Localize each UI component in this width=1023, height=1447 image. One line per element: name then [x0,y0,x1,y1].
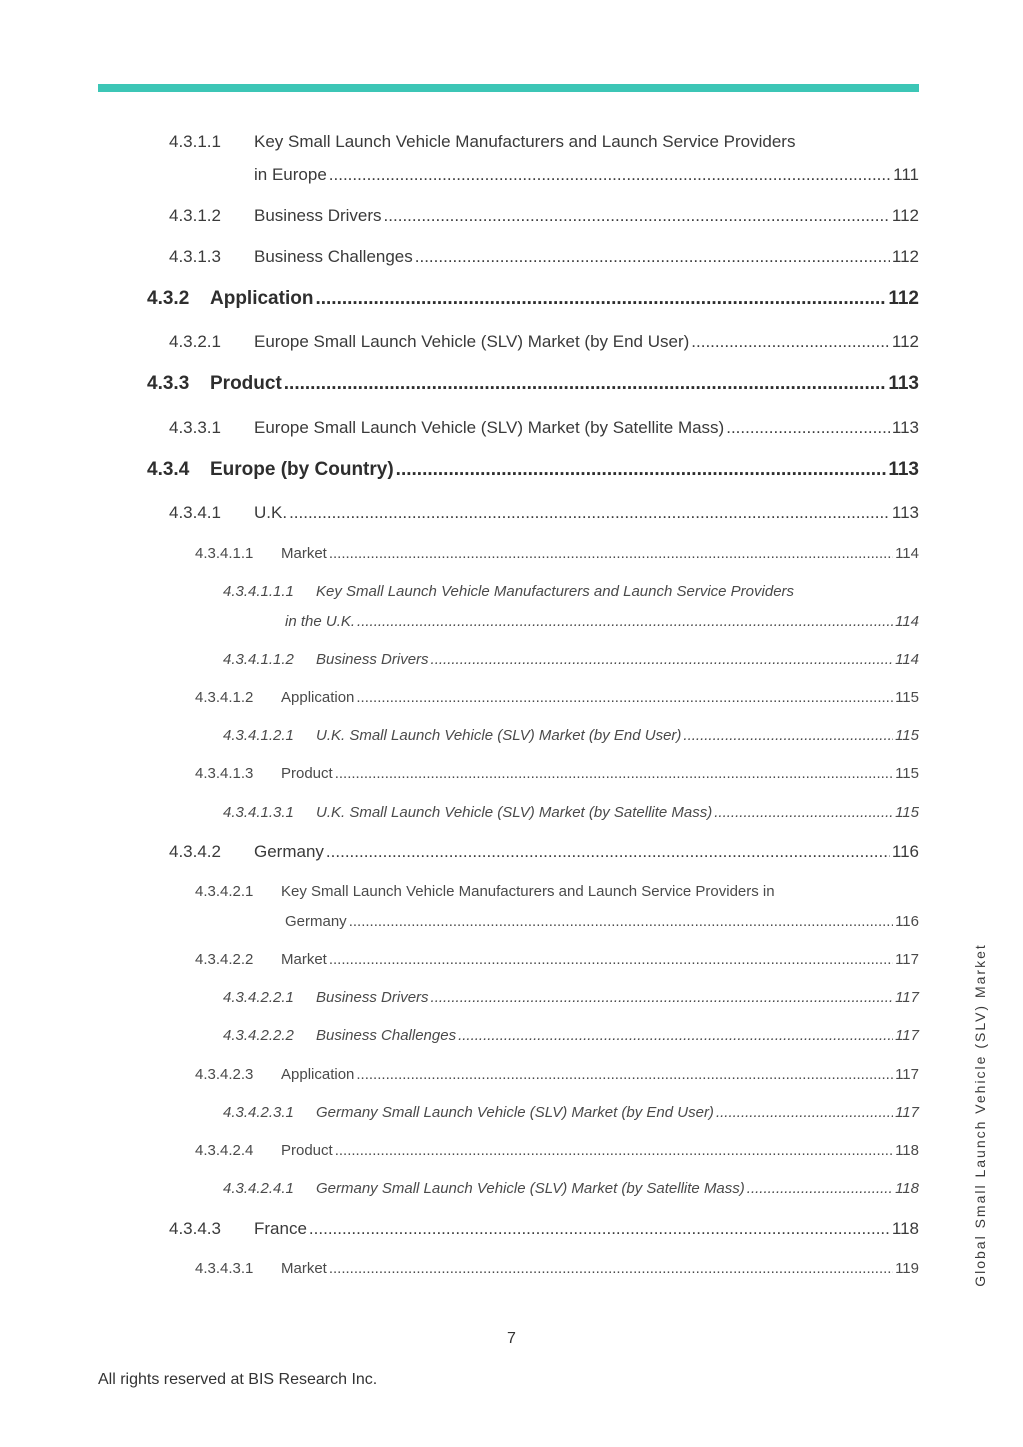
toc-entry[interactable] [169,418,919,438]
toc-entry[interactable] [147,373,919,395]
toc-page: 113 [891,503,919,522]
toc-page: 114 [895,545,919,562]
toc-entry[interactable] [169,247,919,267]
toc-page: 113 [888,459,919,480]
toc-title: U.K. [254,503,288,522]
toc-entry[interactable] [223,1104,919,1121]
toc-number: 4.3.4.2 [169,842,221,861]
toc-title-line1: Key Small Launch Vehicle Manufacturers and Launch Service Providers [254,132,796,151]
toc-title-line1: Key Small Launch Vehicle Manufacturers and Launch Service Providers [316,583,795,600]
toc-title: Europe Small Launch Vehicle (SLV) Market (by Satellite Mass) [254,418,725,437]
toc-entry[interactable] [195,1142,919,1159]
toc-page: 117 [895,989,919,1006]
toc-title: in the U.K. [285,613,356,630]
toc-leader-dots [714,804,893,821]
toc-title: Germany [285,913,347,930]
toc-leader-dots [326,842,890,862]
toc-page: 117 [895,951,919,968]
toc-entry[interactable] [169,332,919,352]
toc-title: Application [281,1066,355,1083]
toc-page: 115 [895,804,919,821]
toc-number: 4.3.3.1 [169,418,221,437]
toc-entry[interactable] [195,545,919,562]
toc-leader-dots [329,545,893,562]
toc-entry[interactable] [169,842,919,862]
toc-title: Germany Small Launch Vehicle (SLV) Market (by End User) [316,1104,714,1121]
toc-number: 4.3.4.2.3 [195,1066,254,1083]
toc-title-line1: Key Small Launch Vehicle Manufacturers and Launch Service Providers in [281,883,775,900]
toc-leader-dots [396,459,887,481]
toc-entry-first-line [195,883,775,900]
toc-leader-dots [329,1260,893,1277]
toc-number: 4.3.4.2.4 [195,1142,254,1159]
toc-number: 4.3.4.2.4.1 [223,1180,294,1197]
page-number: 7 [507,1330,516,1347]
side-running-title: Global Small Launch Vehicle (SLV) Market [972,943,988,1287]
toc-leader-dots [691,332,890,352]
toc-leader-dots [716,1104,893,1121]
toc-title: Business Drivers [316,989,429,1006]
toc-number: 4.3.1.1 [169,132,221,151]
toc-leader-dots [458,1027,893,1044]
toc-entry[interactable] [195,1066,919,1083]
toc-page: 112 [891,247,919,266]
toc-entry[interactable] [285,613,919,630]
toc-leader-dots [335,765,893,782]
toc-leader-dots [431,989,894,1006]
toc-page: 116 [891,842,919,861]
toc-page: 118 [895,1180,919,1197]
toc-page: 119 [895,1260,919,1277]
toc-page: 116 [895,913,919,930]
toc-leader-dots [357,613,893,630]
toc-entry[interactable] [223,804,919,821]
toc-number: 4.3.4.1 [169,503,221,522]
toc-entry[interactable] [223,989,919,1006]
footer-copyright: All rights reserved at BIS Research Inc. [98,1371,378,1388]
toc-page: 118 [895,1142,919,1159]
toc-number: 4.3.4.1.3.1 [223,804,294,821]
toc-leader-dots [747,1180,893,1197]
toc-entry[interactable] [223,1027,919,1044]
toc-entry[interactable] [169,1219,919,1239]
toc-entry-first-line [169,132,795,152]
toc-page: 112 [891,332,919,351]
toc-entry[interactable] [223,1180,919,1197]
toc-page: 117 [895,1027,919,1044]
toc-leader-dots [415,247,890,267]
toc-title: Market [281,1260,327,1277]
toc-number: 4.3.1.3 [169,247,221,266]
toc-number: 4.3.4.3.1 [195,1260,254,1277]
toc-title: Business Drivers [316,651,429,668]
toc-leader-dots [329,165,891,185]
toc-number: 4.3.4 [147,459,190,480]
toc-entry[interactable] [223,651,919,668]
toc-number: 4.3.4.1.1 [195,545,254,562]
toc-page: 114 [895,651,919,668]
toc-title: Germany [254,842,324,861]
toc-leader-dots [356,689,893,706]
toc-entry[interactable] [195,689,919,706]
toc-page: 112 [888,288,919,309]
toc-leader-dots [384,206,890,226]
toc-page: 115 [895,727,919,744]
toc-leader-dots [356,1066,893,1083]
toc-page: 111 [893,165,919,184]
toc-entry[interactable] [147,288,919,310]
toc-number: 4.3.4.1.3 [195,765,254,782]
toc-title: U.K. Small Launch Vehicle (SLV) Market (by Satellite Mass) [316,804,713,821]
toc-page: 113 [888,373,919,394]
toc-page: 118 [891,1219,919,1238]
toc-leader-dots [329,951,893,968]
toc-entry[interactable] [254,165,919,185]
toc-number: 4.3.2.1 [169,332,221,351]
toc-title: U.K. Small Launch Vehicle (SLV) Market (by End User) [316,727,682,744]
toc-leader-dots [315,288,886,310]
toc-title: Market [281,951,327,968]
toc-number: 4.3.4.2.2 [195,951,254,968]
toc-page: 115 [895,765,919,782]
toc-title: Germany Small Launch Vehicle (SLV) Market (by Satellite Mass) [316,1180,745,1197]
toc-title: Business Challenges [254,247,413,266]
toc-page: 112 [891,206,919,225]
toc-title: Business Challenges [316,1027,457,1044]
toc-title: France [254,1219,307,1238]
toc-entry-first-line [223,583,794,600]
toc-number: 4.3.4.2.2.1 [223,989,294,1006]
toc-title: Europe (by Country) [210,459,394,480]
toc-leader-dots [431,651,894,668]
toc-number: 4.3.4.2.1 [195,883,254,900]
toc-page: 115 [895,689,919,706]
toc-leader-dots [726,418,890,438]
toc-title: Product [281,765,333,782]
toc-number: 4.3.4.1.1.1 [223,583,294,600]
toc-title: Market [281,545,327,562]
toc-entry[interactable] [195,1260,919,1277]
toc-page: 113 [891,418,919,437]
toc-entry[interactable] [169,206,919,226]
toc-number: 4.3.2 [147,288,190,309]
toc-page: 114 [895,613,919,630]
toc-number: 4.3.4.1.2.1 [223,727,294,744]
toc-title: Application [281,689,355,706]
toc-number: 4.3.4.2.3.1 [223,1104,294,1121]
toc-entry[interactable] [285,913,919,930]
toc-title: in Europe [254,165,327,184]
toc-number: 4.3.4.1.1.2 [223,651,294,668]
toc-entry[interactable] [195,765,919,782]
toc-title: Business Drivers [254,206,382,225]
toc-leader-dots [349,913,893,930]
toc-number: 4.3.3 [147,373,190,394]
toc-leader-dots [335,1142,893,1159]
toc-leader-dots [309,1219,890,1239]
toc-leader-dots [683,727,893,744]
toc-number: 4.3.4.3 [169,1219,221,1238]
toc-number: 4.3.1.2 [169,206,221,225]
toc-title: Product [210,373,282,394]
toc-leader-dots [289,503,890,523]
toc-entry[interactable] [223,727,919,744]
toc-leader-dots [284,373,887,395]
toc-title: Product [281,1142,333,1159]
toc-page: 117 [895,1066,919,1083]
toc-page: 117 [895,1104,919,1121]
toc-title: Application [210,288,314,309]
toc-number: 4.3.4.2.2.2 [223,1027,294,1044]
toc-entry[interactable] [147,459,919,481]
toc-number: 4.3.4.1.2 [195,689,254,706]
toc-entry[interactable] [195,951,919,968]
toc-title: Europe Small Launch Vehicle (SLV) Market (by End User) [254,332,690,351]
toc-entry[interactable] [169,503,919,523]
